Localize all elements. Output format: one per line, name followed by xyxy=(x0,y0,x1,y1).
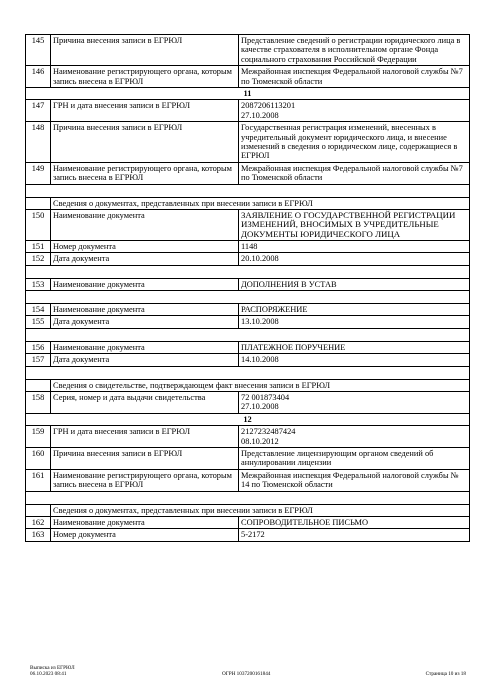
records-table-body xyxy=(26,35,470,542)
table-row xyxy=(26,240,470,252)
subsection-header: Сведения о документах, представленных при внесении записи в ЕГРЮЛ xyxy=(51,197,470,209)
table-row xyxy=(26,447,470,469)
field-value: Государственная регистрация изменений, внесенных в учредительный документ юридического лица, и внесение изменений в сведения о юридическом лице, содержащиеся в ЕГРЮЛ xyxy=(239,122,470,163)
spacer-row xyxy=(26,328,470,341)
table-row xyxy=(26,278,470,290)
field-label: Наименование регистрирующего органа, которым запись внесена в ЕГРЮЛ xyxy=(51,469,239,491)
field-label: ГРН и дата внесения записи в ЕГРЮЛ xyxy=(51,426,239,448)
subsection-header-row xyxy=(26,379,470,391)
spacer-row xyxy=(26,184,470,197)
field-value: 2127232487424 08.10.2012 xyxy=(239,426,470,448)
field-value: 2087206113201 27.10.2008 xyxy=(239,100,470,122)
field-label: Наименование документа xyxy=(51,210,239,241)
field-value: ДОПОЛНЕНИЯ В УСТАВ xyxy=(239,278,470,290)
table-row xyxy=(26,303,470,315)
table-row xyxy=(26,426,470,448)
table-row xyxy=(26,162,470,184)
field-label: Причина внесения записи в ЕГРЮЛ xyxy=(51,447,239,469)
row-number: 153 xyxy=(26,278,51,290)
field-value: Межрайонная инспекция Федеральной налоговой службы № 14 по Тюменской области xyxy=(239,469,470,491)
table-row xyxy=(26,354,470,366)
field-value: 5-2172 xyxy=(239,529,470,541)
row-number: 163 xyxy=(26,529,51,541)
spacer-cell xyxy=(26,491,470,504)
row-number: 156 xyxy=(26,341,51,353)
field-label: Наименование документа xyxy=(51,517,239,529)
table-row xyxy=(26,316,470,328)
field-label: Серия, номер и дата выдачи свидетельства xyxy=(51,391,239,413)
table-row xyxy=(26,341,470,353)
row-number: 146 xyxy=(26,66,51,88)
row-number: 154 xyxy=(26,303,51,315)
field-value: 13.10.2008 xyxy=(239,316,470,328)
footer-datetime: 06.10.2023 08:41 xyxy=(30,671,67,678)
field-label: Номер документа xyxy=(51,240,239,252)
field-value: Представление лицензирующим органом сведений об аннулировании лицензии xyxy=(239,447,470,469)
table-row xyxy=(26,529,470,541)
row-number: 160 xyxy=(26,447,51,469)
spacer-row xyxy=(26,366,470,379)
subsection-header-row xyxy=(26,504,470,516)
field-value: 14.10.2008 xyxy=(239,354,470,366)
row-number: 148 xyxy=(26,122,51,163)
table-row xyxy=(26,122,470,163)
spacer-row xyxy=(26,290,470,303)
field-label: Наименование регистрирующего органа, которым запись внесена в ЕГРЮЛ xyxy=(51,66,239,88)
field-label: Наименование регистрирующего органа, которым запись внесена в ЕГРЮЛ xyxy=(51,162,239,184)
field-label: Номер документа xyxy=(51,529,239,541)
field-label: Наименование документа xyxy=(51,303,239,315)
field-value: Представление сведений о регистрации юридического лица в качестве страхователя в исполнительном органе Фонда социального страхования Российской Федерации xyxy=(239,35,470,66)
subsection-header: Сведения о свидетельстве, подтверждающем факт внесения записи в ЕГРЮЛ xyxy=(51,379,470,391)
spacer-cell xyxy=(26,184,470,197)
footer-page-number: Страница 10 из 18 xyxy=(425,671,466,677)
footer-doc-name: Выписка из ЕГРЮЛ xyxy=(30,665,75,671)
footer-ogrn: ОГРН 1037200161844 xyxy=(222,671,271,677)
section-number-row xyxy=(26,88,470,100)
section-number: 11 xyxy=(26,88,470,100)
row-number: 161 xyxy=(26,469,51,491)
empty-cell xyxy=(26,379,51,391)
table-row xyxy=(26,210,470,241)
row-number: 151 xyxy=(26,240,51,252)
spacer-row xyxy=(26,491,470,504)
row-number: 155 xyxy=(26,316,51,328)
egrul-records-table xyxy=(25,34,470,542)
subsection-header-row xyxy=(26,197,470,209)
field-value: СОПРОВОДИТЕЛЬНОЕ ПИСЬМО xyxy=(239,517,470,529)
field-label: Дата документа xyxy=(51,316,239,328)
field-value: 20.10.2008 xyxy=(239,253,470,265)
row-number: 159 xyxy=(26,426,51,448)
field-label: Причина внесения записи в ЕГРЮЛ xyxy=(51,122,239,163)
subsection-header: Сведения о документах, представленных при внесении записи в ЕГРЮЛ xyxy=(51,504,470,516)
field-value: 72 001873404 27.10.2008 xyxy=(239,391,470,413)
table-row xyxy=(26,391,470,413)
row-number: 145 xyxy=(26,35,51,66)
spacer-cell xyxy=(26,366,470,379)
table-row xyxy=(26,253,470,265)
field-value: 1148 xyxy=(239,240,470,252)
table-row xyxy=(26,517,470,529)
field-label: Наименование документа xyxy=(51,278,239,290)
footer-left xyxy=(30,665,75,678)
empty-cell xyxy=(26,197,51,209)
spacer-cell xyxy=(26,328,470,341)
extract-document xyxy=(25,34,469,542)
section-number: 12 xyxy=(26,413,470,425)
field-value: РАСПОРЯЖЕНИЕ xyxy=(239,303,470,315)
field-value: Межрайонная инспекция Федеральной налоговой службы №7 по Тюменской области xyxy=(239,66,470,88)
row-number: 157 xyxy=(26,354,51,366)
field-label: ГРН и дата внесения записи в ЕГРЮЛ xyxy=(51,100,239,122)
field-label: Дата документа xyxy=(51,354,239,366)
row-number: 147 xyxy=(26,100,51,122)
empty-cell xyxy=(26,504,51,516)
field-value: ПЛАТЕЖНОЕ ПОРУЧЕНИЕ xyxy=(239,341,470,353)
field-label: Дата документа xyxy=(51,253,239,265)
table-row xyxy=(26,35,470,66)
page-footer xyxy=(30,665,466,685)
field-label: Наименование документа xyxy=(51,341,239,353)
field-value: Межрайонная инспекция Федеральной налоговой службы №7 по Тюменской области xyxy=(239,162,470,184)
spacer-cell xyxy=(26,265,470,278)
table-row xyxy=(26,469,470,491)
row-number: 152 xyxy=(26,253,51,265)
table-row xyxy=(26,66,470,88)
field-label: Причина внесения записи в ЕГРЮЛ xyxy=(51,35,239,66)
row-number: 162 xyxy=(26,517,51,529)
section-number-row xyxy=(26,413,470,425)
row-number: 150 xyxy=(26,210,51,241)
spacer-cell xyxy=(26,290,470,303)
spacer-row xyxy=(26,265,470,278)
row-number: 149 xyxy=(26,162,51,184)
field-value: ЗАЯВЛЕНИЕ О ГОСУДАРСТВЕННОЙ РЕГИСТРАЦИИ ИЗМЕНЕНИЙ, ВНОСИМЫХ В УЧРЕДИТЕЛЬНЫЕ ДОКУМЕНТЫ ЮРИДИЧЕСКОГО ЛИЦА xyxy=(239,210,470,241)
table-row xyxy=(26,100,470,122)
row-number: 158 xyxy=(26,391,51,413)
